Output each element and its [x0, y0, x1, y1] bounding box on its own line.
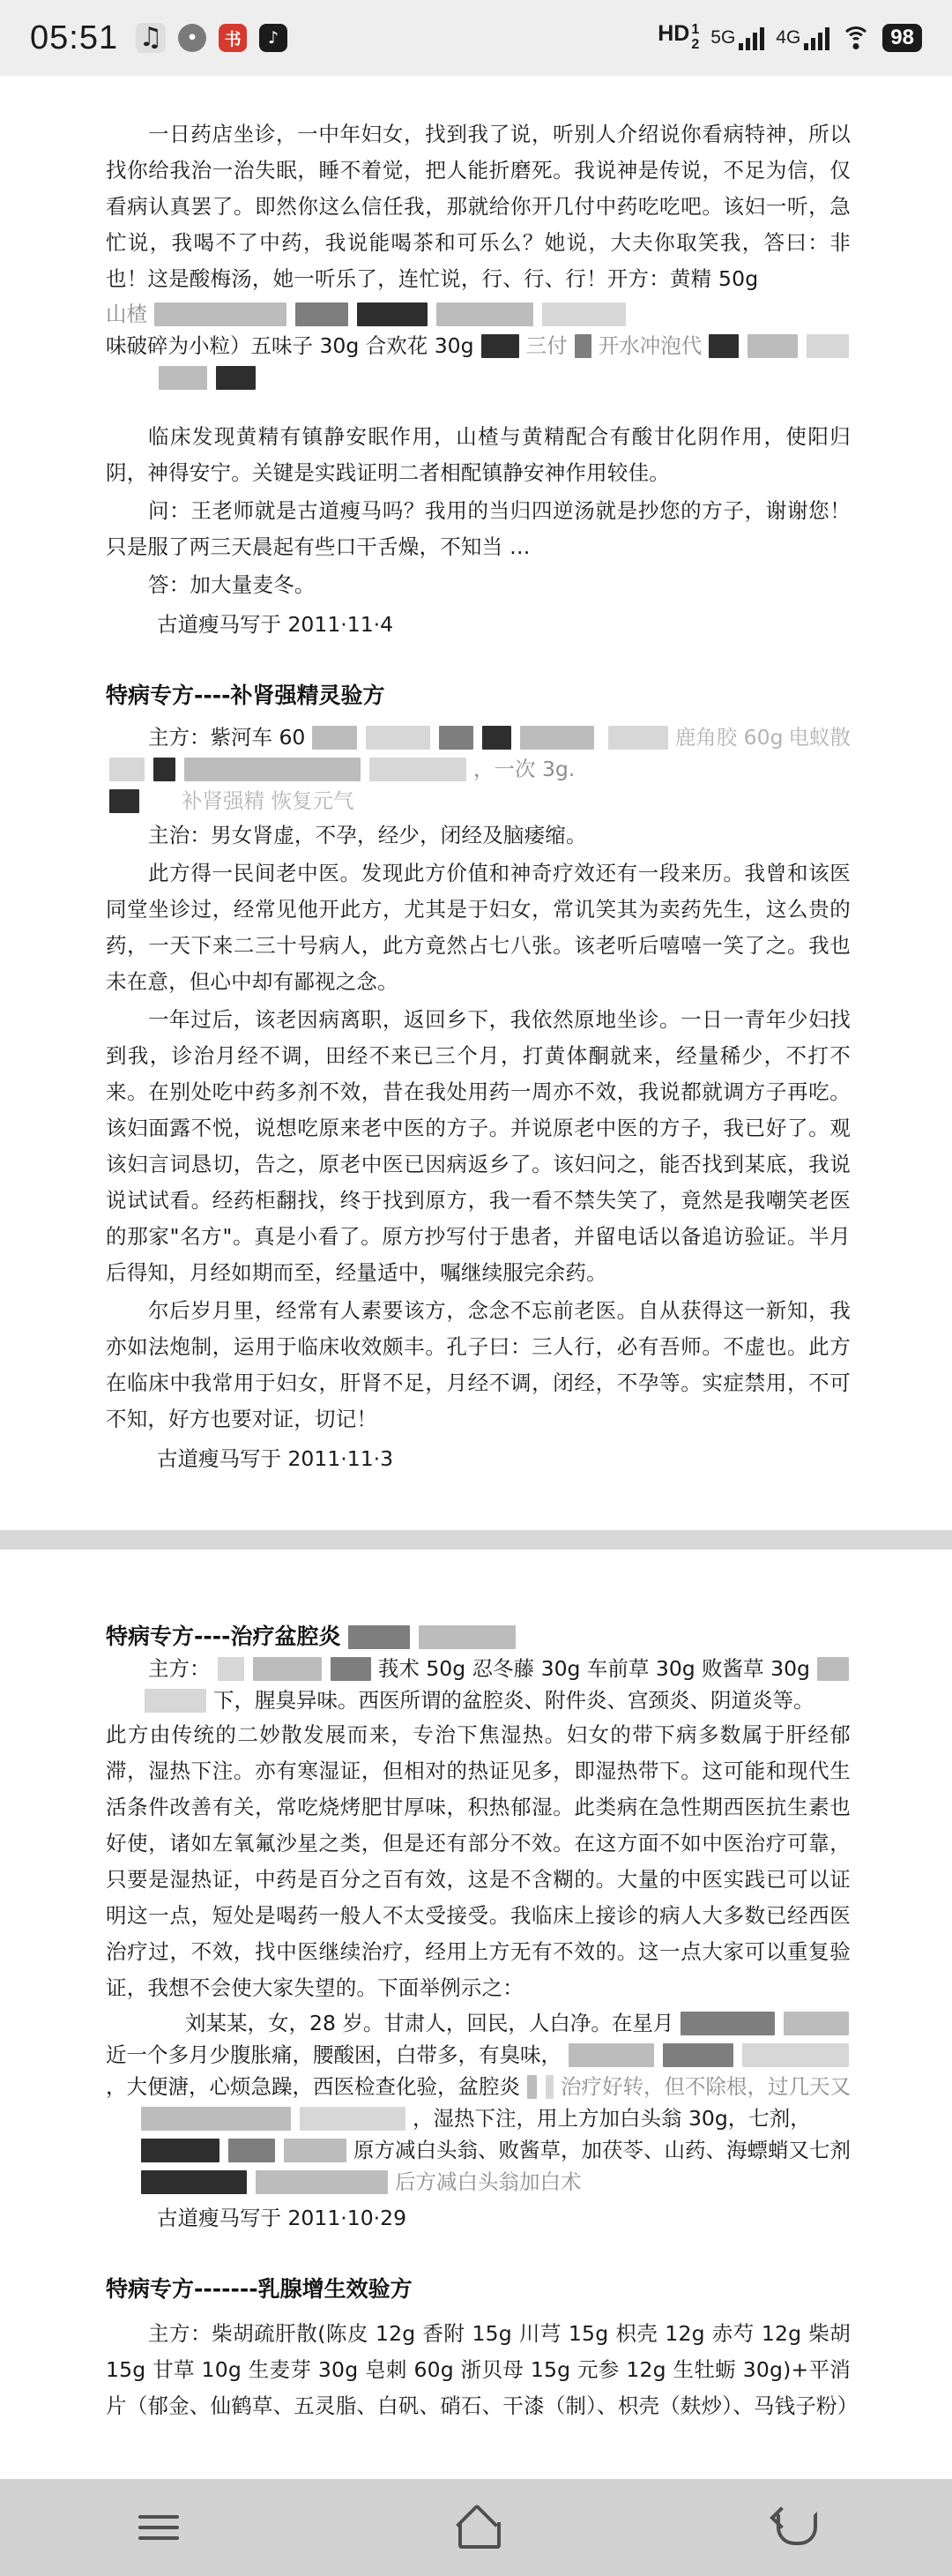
signal-4g-icon: 4G [776, 26, 829, 50]
redacted-line [106, 299, 851, 329]
section-heading: 特病专方-------乳腺增生效验方 [106, 2276, 413, 2302]
signal-5g-icon: 5G [710, 26, 764, 50]
redacted-line [106, 2040, 851, 2070]
text-fragment: 下，腥臭异味。西医所谓的盆腔炎、附件炎、宫颈炎、阴道炎等。 [213, 1688, 814, 1713]
back-button[interactable] [740, 2488, 846, 2567]
redacted-line [106, 2167, 851, 2197]
text-fragment: 山楂 [106, 302, 147, 326]
redacted-line [106, 1654, 851, 1684]
status-system-icons [658, 23, 922, 53]
text-fragment: 补肾强精 恢复元气 [182, 788, 354, 813]
paragraph: 此方得一民间老中医。发现此方价值和神奇疗效还有一段来历。我曾和该医同堂坐诊过，经常见他开此方，尤其是于妇女，常讥笑其为卖药先生，这么贵的药，一天下来二三十号病人，此方竟然占七八张。该老听后嘻嘻一笑了之。我也未在意，但心中却有鄙视之念。 [106, 861, 851, 994]
text-fragment: 近一个多月少腹胀痛，腰酸困，白带多，有臭味， [106, 2042, 562, 2067]
redacted-line [106, 722, 851, 752]
wifi-icon [841, 26, 871, 49]
paragraph: 答：加大量麦冬。 [148, 572, 316, 597]
back-icon [773, 2508, 814, 2547]
redacted-line [106, 2135, 851, 2165]
hd-sub-bottom: 2 [691, 37, 700, 52]
redacted-line [106, 362, 851, 392]
text-fragment: 主方： [148, 1656, 211, 1681]
paragraph: 主方：柴胡疏肝散(陈皮 12g 香附 15g 川芎 15g 枳壳 12g 赤芍 12g 柴胡 15g 甘草 10g 生麦芽 30g 皂刺 60g 浙贝母 15g 元参 12g 生牡蛎 30g)+平消片（郁金、仙鹤草、五灵脂、白矾、硝石、干漆（制）、枳壳（麸炒）、马钱子粉） [106, 2321, 859, 2418]
paragraph: 问：王老师就是古道瘦马吗？我用的当归四逆汤就是抄您的方子，谢谢您！只是服了两三天晨起有些口干舌燥，不知当 … [106, 498, 851, 559]
signature: 古道瘦马写于 2011·11·4 [157, 612, 394, 637]
redacted-line [106, 2072, 851, 2102]
music-note-icon: ♫ [136, 23, 166, 53]
redacted-line [106, 331, 851, 361]
signal-bars-2 [804, 26, 829, 50]
document-page-1 [0, 76, 952, 1530]
signal-bars-1 [739, 26, 764, 50]
paragraph: 尔后岁月里，经常有人素要该方，念念不忘前老医。自从获得这一新知，我亦如法炮制，运用于临床收效颇丰。孔子曰：三人行，必有吾师。不虚也。此方在临床中我常用于妇女，肝肾不足，月经不调，闭经，不孕等。实症禁用，不可不知，好方也要对证，切记！ [106, 1298, 851, 1431]
recents-button[interactable] [106, 2488, 212, 2567]
text-fragment: 味破碎为小粒）五味子 30g 合欢花 30g [106, 333, 474, 358]
recents-icon [138, 2508, 179, 2547]
section-heading-row [106, 1622, 851, 1652]
text-fragment: 主方：紫河车 60 [148, 725, 306, 750]
text-fragment: 治疗好转，但不除根，过几天又 [561, 2074, 851, 2099]
home-icon [456, 2510, 496, 2545]
home-button[interactable] [423, 2488, 529, 2567]
redacted-line [106, 2008, 851, 2038]
paragraph: 一年过后，该老因病离职，返回乡下，我依然原地坐诊。一日一青年少妇找到我，诊治月经不调，田经不来已三个月，打黄体酮就来，经量稀少，不打不来。在别处吃中药多剂不效，昔在我处用药一周亦不效，我说都就调方子再吃。该妇面露不悦，说想吃原来老中医的方子。并说原老中医的方子，我已好了。观该妇言词恳切，告之，原老中医已因病返乡了。该妇问之，能否找到某底，我说说试试看。经药柜翻找，终于找到原方，我一看不禁失笑了，竟然是我嘲笑老医的那家"名方"。真是小看了。原方抄写付于患者，并留电话以备追访验证。半月后得知，月经如期而至，经量适中，嘱继续服完余药。 [106, 1007, 851, 1285]
text-fragment: 开水冲泡代 [598, 333, 703, 358]
xiaohongshu-icon: 书 [219, 24, 247, 52]
paragraph: 临床发现黄精有镇静安眠作用，山楂与黄精配合有酸甘化阴作用，使阳归阴，神得安宁。关键是实践证明二者相配镇静安神作用较佳。 [106, 424, 851, 485]
text-fragment: ，大便溏，心烦急躁，西医检查化验，盆腔炎 [106, 2074, 520, 2099]
battery-percent: 98 [882, 24, 922, 52]
status-bar [0, 0, 952, 76]
status-notification-icons [136, 23, 287, 53]
text-fragment: ，湿热下注，用上方加白头翁 30g，七剂， [413, 2106, 811, 2131]
paragraph: 主治：男女肾虚，不孕，经少，闭经及脑痿缩。 [148, 823, 587, 847]
document-viewer[interactable] [0, 76, 952, 2479]
section-heading: 特病专方----补肾强精灵验方 [106, 683, 385, 708]
text-fragment: 后方减白头翁加白术 [395, 2169, 582, 2194]
text-fragment: 莪术 50g 忍冬藤 30g 车前草 30g 败酱草 30g [377, 1656, 810, 1681]
hd-voice-icon: HD 1 2 [658, 21, 700, 52]
paragraph: 一日药店坐诊，一中年妇女，找到我了说，听别人介绍说你看病特神，所以找你给我治一治失眠，睡不着觉，把人能折磨死。我说神是传说，不足为信，仅看病认真罢了。即然你这么信任我，那就给你开几付中药吃吃吧。该妇一听，急忙说，我喝不了中药，我说能喝茶和可乐么？她说，大夫你取笑我，答曰：非也！这是酸梅汤，她一听乐了，连忙说，行、行、行！开方：黄精 50g [106, 122, 851, 291]
text-fragment: 刘某某，女，28 岁。甘肃人，回民，人白净。在星月 [185, 2011, 674, 2035]
text-fragment: 电蚁散 [788, 725, 851, 750]
hd-sub-top: 1 [691, 22, 700, 38]
status-clock: 05:51 [30, 19, 119, 56]
redacted-line [106, 2103, 851, 2133]
text-fragment: 三付 [525, 333, 568, 358]
wechat-icon: • [178, 24, 206, 52]
redacted-line [106, 754, 851, 784]
document-page-2 [0, 1549, 952, 2479]
signature: 古道瘦马写于 2011·10·29 [157, 2206, 407, 2230]
text-fragment: 鹿角胶 60g [674, 725, 784, 750]
redacted-line [106, 786, 851, 816]
tiktok-icon: ♪ [259, 24, 287, 52]
signature: 古道瘦马写于 2011·11·3 [157, 1446, 394, 1471]
text-fragment: ，一次 3g. [473, 757, 576, 781]
system-navigation-bar [0, 2479, 952, 2576]
redacted-line [106, 1685, 851, 1715]
section-heading: 特病专方----治疗盆腔炎 [106, 1624, 341, 1649]
page-separator [0, 1530, 952, 1549]
paragraph: 此方由传统的二妙散发展而来，专治下焦湿热。妇女的带下病多数属于肝经郁滞，湿热下注。亦有寒湿证，但相对的热证见多，即湿热带下。这可能和现代生活条件改善有关，常吃烧烤肥甘厚味，积热郁湿。此类病在急性期西医抗生素也好使，诸如左氧氟沙星之类，但是还有部分不效。在这方面不如中医治疗可靠，只要是湿热证，中药是百分之百有效，这是不含糊的。大量的中医实践已可以证明这一点，短处是喝药一般人不太受接受。我临床上接诊的病人大多数已经西医治疗过，不效，找中医继续治疗，经用上方无有不效的。这一点大家可以重复验证，我想不会使大家失望的。下面举例示之： [106, 1722, 851, 2000]
text-fragment: 原方减白头翁、败酱草，加茯苓、山药、海螵蛸又七剂 [353, 2138, 851, 2162]
